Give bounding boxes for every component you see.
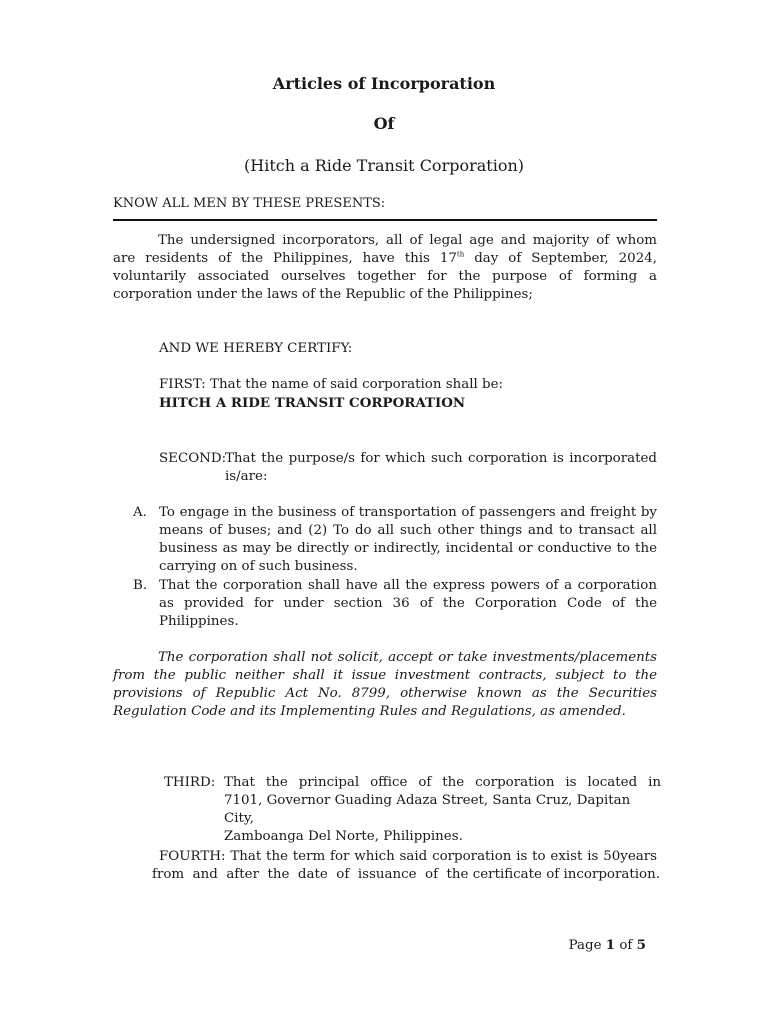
purpose-item: [133, 577, 657, 631]
corporation-name-heading: (Hitch a Ride Transit Corporation): [244, 156, 524, 175]
document-subtitle-of: Of: [373, 114, 395, 133]
know-all-men-heading: KNOW ALL MEN BY THESE PRESENTS:: [113, 196, 386, 211]
third-clause-line: That the principal office of the corporation is located in: [224, 775, 661, 790]
third-clause-line: 7101, Governor Guading Adaza Street, Santa Cruz, Dapitan City,: [224, 793, 631, 826]
fourth-clause-line: from and after the date of issuance of the certificate of incorporation.: [152, 867, 660, 882]
intro-superscript: th: [456, 250, 465, 259]
fourth-clause-line: FOURTH: That the term for which said corporation is to exist is 50years: [159, 849, 657, 864]
purpose-item: [133, 504, 657, 576]
purpose-text: To engage in the business of transportation of passengers and freight by means of buses; and (2) To do all such other things and to transact all business as may be directly or indirectly, incidental or conductive to the carrying on of such business.: [159, 505, 657, 574]
corporation-name-bold: HITCH A RIDE TRANSIT CORPORATION: [159, 395, 466, 411]
page-number-footer: [569, 937, 646, 953]
page-total: 5: [636, 937, 646, 953]
first-clause: FIRST: That the name of said corporation shall be:: [159, 377, 504, 392]
intro-paragraph: [113, 232, 657, 304]
second-clause-label: SECOND:: [159, 451, 227, 466]
third-clause-text: [224, 774, 661, 846]
third-clause: [164, 774, 661, 846]
investment-restriction-note: The corporation shall not solicit, accept or take investments/placements from the public neither shall it issue investment contracts, subject to the provisions of Republic Act No. 8799, otherwise known as the Securities Regulation Code and its Implementing Rules and Regulations, as amended.: [113, 650, 657, 719]
third-clause-line: Zamboanga Del Norte, Philippines.: [224, 829, 463, 844]
of-word: of: [619, 938, 633, 953]
certify-heading: AND WE HEREBY CERTIFY:: [159, 341, 353, 356]
heading-divider: [113, 219, 657, 221]
second-clause: [159, 450, 657, 486]
document-title: Articles of Incorporation: [272, 74, 496, 93]
purpose-marker: B.: [133, 578, 148, 593]
page-current: 1: [605, 937, 616, 953]
purpose-marker: A.: [133, 505, 147, 520]
intro-text-after: day of September, 2024, voluntarily associated ourselves together for the purpose of forming a corporation under the laws of the Republic of the Philippines;: [113, 251, 657, 302]
second-clause-text: That the purpose/s for which such corporation is incorporated is/are:: [225, 451, 657, 484]
purpose-text: That the corporation shall have all the express powers of a corporation as provided for under section 36 of the Corporation Code of the Philippines.: [159, 578, 657, 629]
fourth-clause: [152, 848, 660, 884]
third-clause-label: THIRD:: [164, 775, 216, 790]
intro-text-before: The undersigned incorporators, all of legal age and majority of whom are residents of the Philippines, have this 17: [113, 233, 657, 266]
page-word: Page: [568, 938, 602, 953]
